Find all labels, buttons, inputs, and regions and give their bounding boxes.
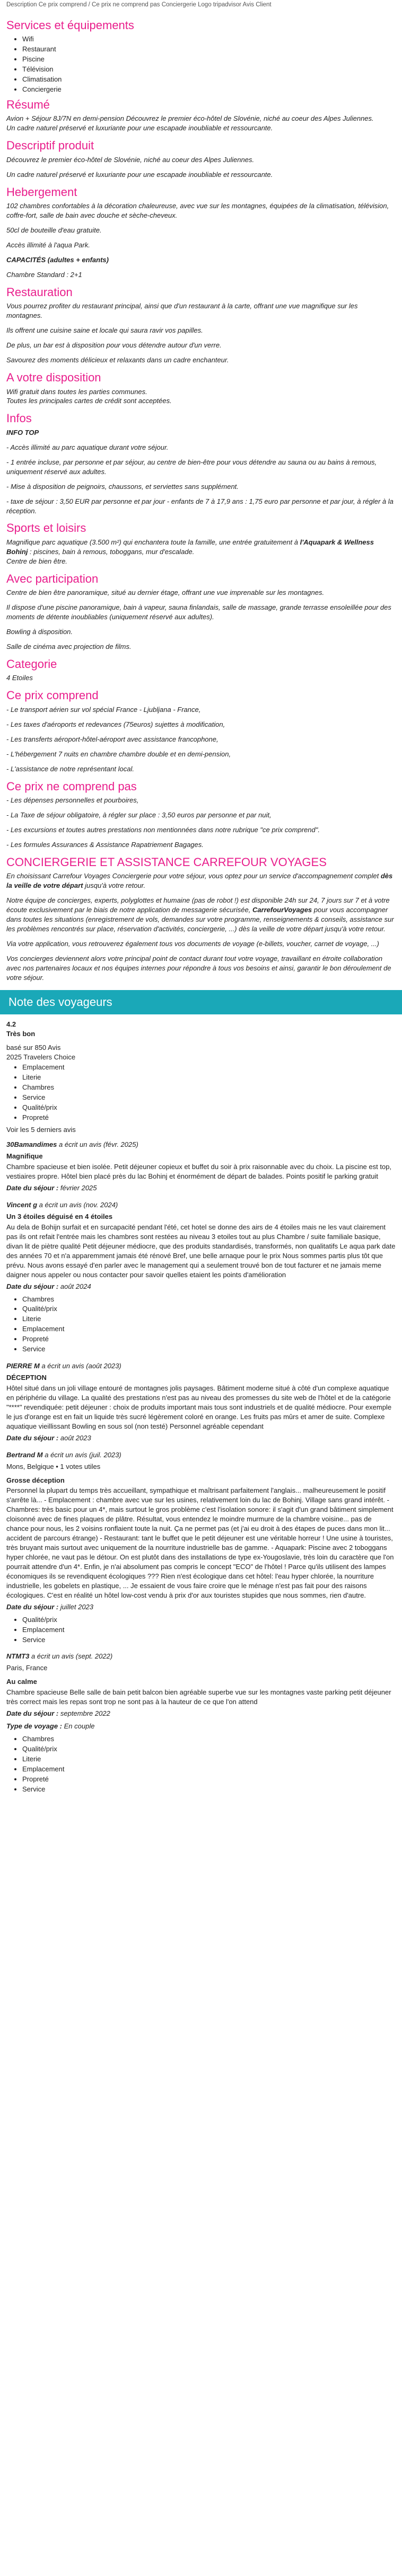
review-author: Bertrand M — [6, 1450, 43, 1459]
review-location: Mons, Belgique • 1 votes utiles — [6, 1462, 101, 1470]
review-date-label: Date du séjour : — [6, 1184, 59, 1192]
review-criteria-item: • Propreté — [22, 1775, 396, 1784]
review-author: PIERRE M — [6, 1362, 40, 1370]
review-date — [6, 1282, 396, 1291]
sports-p1-b: l'Aquapark & Wellness Bohinj — [6, 538, 374, 556]
chambre-capacity: Chambre Standard : 2+1 — [6, 270, 82, 279]
categorie-title: Categorie — [6, 657, 57, 671]
review-body: Personnel la plupart du temps très accueillant, sympathique et maîtrisant parfaitement l'anglais... malheureusement le positif s'arrête là... - Emplacement : chambre avec vue sur les usines, relativement loin du lac de Bohinj. Village sans grand intérêt. - Chambres: très basic pour un 4*, mais surtout le gros problème c'est l'isolation sonore: il s'agit d'un grand bâtiment simplement cloisonné avec de fines plaques de plâtre. Résultat, vous entendez le moindre murmure de la chambre voisine... pas de chance pour nous, les 2 voisins ronflaient toute la nuit. Ça ne permet pas (et j'ai eu droit à des étapes de puces dans mon lit... accident de parcours étrange) - Restaurant: tant le buffet que le petit déjeuner est une véritable horreur ! Une usine à touristes, très bruyant mais surtout avec uniquement de la nourriture industrielle bas de gamme. - Aquapark: Piscine avec 2 toboggans hyper chlorée, ne vaut pas le détour. On est plutôt dans des installations de type ex-Yougoslavie, très loin du caractère que l'on pourrait attendre d'un 4*. Enfin, je n'ai absolument pas compris le concept "ECO" de l'hôtel ! Parce qu'ils utilisent des lampes économiques ils se revendiquent écologiques ??? Rien n'est écologique dans cet hôtel: l'eau hyper chlorée, la nourriture industrielle, les gobelets en plastique, ... Je essaient de vous faire croire que le ménage n'est pas fait pour des raisons écologiques. C'est en réalité un hôtel low-cost vendu à prix d'or aux touristes stupides que nous sommes, rien d'autre. — [6, 1486, 394, 1599]
review-title: Un 3 étoiles déguisé en 4 étoiles — [6, 1213, 113, 1221]
review-criteria-item: • Literie — [22, 1754, 396, 1764]
hebergement-text-2: 50cl de bouteille d'eau gratuite. — [6, 226, 102, 235]
conciergerie-p1 — [6, 871, 396, 890]
review-date-label: Date du séjour : — [6, 1602, 59, 1611]
review-author-suffix: a écrit un avis (juil. 2023) — [42, 1450, 121, 1459]
criteria-item: • Service — [22, 1093, 396, 1102]
rating-score: 4.2 — [6, 1020, 16, 1029]
review-title: Grosse déception — [6, 1476, 65, 1484]
conciergerie-p1-c: jusqu'à votre retour. — [83, 881, 146, 890]
review-author: NTMT3 — [6, 1652, 30, 1661]
review-card — [6, 1361, 396, 1443]
review-title: Magnifique — [6, 1152, 43, 1161]
conciergerie-title: CONCIERGERIE ET ASSISTANCE CARREFOUR VOYAGES — [6, 855, 327, 869]
review-criteria-item: • Service — [22, 1785, 396, 1794]
review-card — [6, 1200, 396, 1354]
review-author: Vincent g — [6, 1201, 38, 1209]
restauration-p2: Ils offrent une cuisine saine et locale qui saura ravir vos papilles. — [6, 326, 203, 335]
breadcrumb: Description Ce prix comprend / Ce prix ne comprend pas Conciergerie Logo tripadvisor Avis Client — [6, 2, 272, 8]
review-trip-type — [6, 1722, 396, 1731]
conciergerie-p1-b: dès la veille de votre départ — [6, 872, 393, 890]
infos-p4: - taxe de séjour : 3,50 EUR par personne et par jour - enfants de 7 à 17,9 ans : 1,75 euro par personne et par jour, à régler à la réception. — [6, 497, 394, 515]
review-date-value: juillet 2023 — [58, 1602, 94, 1611]
noncomprend-item: - Les excursions et toutes autres prestations non mentionnées dans notre rubrique "ce prix comprend". — [6, 825, 320, 834]
review-location: Paris, France — [6, 1664, 48, 1672]
info-top-label: INFO TOP — [6, 428, 39, 436]
comprend-item: - L'hébergement 7 nuits en chambre chambre double et en demi-pension, — [6, 750, 231, 758]
review-criteria — [6, 1295, 396, 1354]
sports-p2: Centre de bien être. — [6, 557, 67, 565]
hebergement-text: 102 chambres confortables à la décoration chaleureuse, avec vue sur les montagnes, équipées de la climatisation, télévision, coffre-fort, salle de bain avec douche et sèche-cheveux. — [6, 202, 389, 220]
review-date-value: septembre 2022 — [58, 1709, 110, 1718]
criteria-item: • Chambres — [22, 1083, 396, 1092]
review-card — [6, 1450, 396, 1645]
review-criteria-item: • Literie — [22, 1314, 396, 1324]
review-author: 30Bamandimes — [6, 1140, 57, 1149]
service-item: • Wifi — [22, 34, 396, 44]
capacites-label: CAPACITÉS (adultes + enfants) — [6, 255, 109, 264]
rating-label: Très bon — [6, 1030, 36, 1038]
review-date-value: août 2024 — [58, 1282, 91, 1290]
descriptif-text: Découvrez le premier éco-hôtel de Slovénie, niché au coeur des Alpes Juliennes. — [6, 155, 255, 164]
criteria-item: • Qualité/prix — [22, 1103, 396, 1112]
review-title: Au calme — [6, 1678, 37, 1686]
conciergerie-p2-c: pour vous accompagner dans toutes les situations (enregistrement de vols, demandes sur votre programme, renseignements & conseils, assistance sur les problèmes rencontrés sur place, réservation d'activités, conciergerie, ...) dès la veille de votre départ jusqu'à votre retour. — [6, 906, 394, 933]
criteria-item: • Propreté — [22, 1113, 396, 1122]
review-criteria-item: • Service — [22, 1635, 396, 1645]
noncomprend-item: - Les dépenses personnelles et pourboires, — [6, 796, 139, 805]
review-date — [6, 1709, 396, 1718]
participation-p1: Centre de bien être panoramique, situé au dernier étage, offrant une vue imprenable sur les montagnes. — [6, 589, 325, 597]
conciergerie-p3: Via votre application, vous retrouverez également tous vos documents de voyage (e-billets, voucher, carnet de voyage, ...) — [6, 939, 379, 948]
service-item: • Restaurant — [22, 44, 396, 54]
conciergerie-p4: Vos concierges deviennent alors votre principal point de contact durant tout votre voyage, travaillant en étroite collaboration avec nos partenaires locaux et nos équipes internes pour répondre à tous vos besoins et ainsi, garantir le bon déroulement de votre séjour. — [6, 954, 391, 982]
review-criteria-item: • Chambres — [22, 1295, 396, 1304]
conciergerie-p2 — [6, 896, 396, 934]
review-author-line — [6, 1361, 396, 1371]
review-trip-value: En couple — [62, 1722, 95, 1731]
participation-title: Avec participation — [6, 572, 99, 585]
infos-p3: - Mise à disposition de peignoirs, chaussons, et serviettes sans supplément. — [6, 482, 239, 491]
review-criteria-item: • Emplacement — [22, 1324, 396, 1334]
service-item: • Conciergerie — [22, 85, 396, 94]
restauration-p1: Vous pourrez profiter du restaurant principal, ainsi que d'un restaurant à la carte, offrant une vue magnifique sur les montagnes. — [6, 302, 358, 320]
criteria-item: • Literie — [22, 1073, 396, 1082]
noncomprend-item: - Les formules Assurances & Assistance Rapatriement Bagages. — [6, 840, 204, 849]
review-author-line — [6, 1450, 396, 1460]
criteria-item: • Emplacement — [22, 1063, 396, 1072]
comprend-item: - Les transferts aéroport-hôtel-aéroport avec assistance francophone, — [6, 735, 219, 743]
review-date-label: Date du séjour : — [6, 1433, 59, 1442]
review-author-suffix: a écrit un avis (nov. 2024) — [37, 1201, 118, 1209]
service-item: • Climatisation — [22, 75, 396, 84]
review-title: DÉCEPTION — [6, 1374, 47, 1382]
review-body: Hôtel situé dans un joli village entouré de montagnes jolis paysages. Bâtiment moderne situé à côté d'un complexe aquatique en périphérie du village. La qualité des prestations n'est pas au niveau des promesses du site web de l'hôtel et de la catégorie "****" revendiquée: petit déjeuner : choix de produits important mais tous sont industriels et de qualité médiocre. Pour exemple le jus d'orange est en fait un liquide très sucré légèrement coloré en orange. Les fruits pas mûrs et amer de suite. Complexe aquatique vieillissant Bowling en sous sol (non testé) Personnel agréable cependant — [6, 1384, 392, 1430]
review-criteria — [6, 1734, 396, 1794]
comprend-item: - L'assistance de notre représentant local. — [6, 764, 134, 773]
reviews-banner: Note des voyageurs — [0, 990, 402, 1014]
review-card — [6, 1140, 396, 1193]
hebergement-text-3: Accès illimité à l'aqua Park. — [6, 241, 90, 249]
rating-award: 2025 Travelers Choice — [6, 1053, 76, 1061]
participation-p4: Salle de cinéma avec projection de films. — [6, 643, 132, 651]
restauration-p4: Savourez des moments délicieux et relaxants dans un cadre enchanteur. — [6, 356, 229, 364]
noncomprend-item: - La Taxe de séjour obligatoire, à régler sur place : 3,50 euros par personne et par nuit, — [6, 811, 272, 819]
service-item: • Piscine — [22, 55, 396, 64]
participation-p2: Il dispose d'une piscine panoramique, bain à vapeur, sauna finlandais, salle de massage, grande terrasse ensoleillée pour des moments de détente inoubliables (uniquement réservé aux adultes). — [6, 603, 391, 621]
resume-text: Avion + Séjour 8J/7N en demi-pension Découvrez le premier éco-hôtel de Slovénie, niché au coeur des Alpes Juliennes. — [6, 114, 374, 123]
review-date-value: février 2025 — [58, 1184, 97, 1192]
descriptif-text-2: Un cadre naturel préservé et luxuriante pour une escapade inoubliable et ressourcante. — [6, 170, 273, 179]
comprend-item: - Le transport aérien sur vol spécial France - Ljubljana - France, — [6, 705, 201, 714]
review-date — [6, 1602, 396, 1612]
service-item: • Télévision — [22, 65, 396, 74]
resume-text-2: Un cadre naturel préservé et luxuriante pour une escapade inoubliable et ressourcante. — [6, 124, 273, 132]
sports-p1 — [6, 538, 396, 557]
sports-p1-c: : piscines, bain à remous, toboggans, mur d'escalade. — [28, 547, 195, 556]
review-author-suffix: a écrit un avis (août 2023) — [39, 1362, 121, 1370]
review-date-value: août 2023 — [58, 1433, 91, 1442]
review-criteria-item: • Emplacement — [22, 1764, 396, 1774]
review-author-line — [6, 1652, 396, 1661]
review-date — [6, 1183, 396, 1193]
restauration-title: Restauration — [6, 285, 73, 299]
conciergerie-p1-a: En choisissant Carrefour Voyages Conciergerie pour votre séjour, vous optez pour un service d'accompagnement complet — [6, 872, 381, 880]
review-criteria — [6, 1615, 396, 1645]
review-author-line — [6, 1140, 396, 1149]
sports-p1-a: Magnifique parc aquatique (3.500 m²) qui enchantera toute la famille, une entrée gratuitement à — [6, 538, 298, 546]
review-author-suffix: a écrit un avis (sept. 2022) — [29, 1652, 113, 1661]
descriptif-title: Descriptif produit — [6, 139, 94, 153]
review-date-label: Date du séjour : — [6, 1282, 59, 1290]
services-title: Services et équipements — [6, 18, 134, 32]
rating-based: basé sur 850 Avis — [6, 1043, 61, 1051]
review-author-suffix: a écrit un avis (févr. 2025) — [57, 1140, 138, 1149]
review-card — [6, 1652, 396, 1794]
infos-p2: - 1 entrée incluse, par personne et par séjour, au centre de bien-être pour vous détendre au sauna ou au bains à remous, uniquement réservé aux adultes. — [6, 458, 377, 476]
review-criteria-item: • Qualité/prix — [22, 1615, 396, 1625]
review-date — [6, 1433, 396, 1443]
disposition-p1: Wifi gratuit dans toutes les parties communes. — [6, 387, 147, 396]
review-criteria-item: • Qualité/prix — [22, 1744, 396, 1754]
disposition-title: A votre disposition — [6, 371, 101, 385]
resume-title: Résumé — [6, 97, 50, 111]
comprend-item: - Les taxes d'aéroports et redevances (75euros) sujettes à modification, — [6, 720, 225, 728]
hebergement-title: Hebergement — [6, 185, 77, 199]
review-body: Chambre spacieuse Belle salle de bain petit balcon bien agréable superbe vue sur les montagnes vaste parking petit déjeuner très correct mais les repas sont trop ne sont pas à la hauteur de ce que l'on attend — [6, 1688, 391, 1706]
conciergerie-p2-b: CarrefourVoyages — [252, 906, 312, 914]
review-criteria-item: • Service — [22, 1344, 396, 1354]
review-criteria-item: • Qualité/prix — [22, 1304, 396, 1314]
infos-p1: - Accès illimité au parc aquatique durant votre séjour. — [6, 443, 169, 451]
participation-p3: Bowling à disposition. — [6, 628, 73, 636]
review-criteria-item: • Emplacement — [22, 1625, 396, 1635]
review-body: Chambre spacieuse et bien isolée. Petit déjeuner copieux et buffet du soir à prix raisonnable avec du choix. La piscine est top, vestiaires propre. Hôtel bien placé près du lac Bohinj et énormément de départ de balades. Points positif le parking gratuit — [6, 1163, 392, 1181]
restauration-p3: De plus, un bar est à disposition pour vous détendre autour d'un verre. — [6, 341, 222, 350]
services-list — [6, 34, 396, 94]
review-author-line — [6, 1200, 396, 1210]
conciergerie-p2-a: Notre équipe de concierges, experts, polyglottes et humaine (pas de robot !) est disponible 24h sur 24, 7 jours sur 7 et à votre écoute exclusivement par le biais de notre application de messagerie sécurisée, — [6, 896, 390, 914]
review-date-label: Date du séjour : — [6, 1709, 59, 1718]
categorie-value: 4 Etoiles — [6, 674, 33, 682]
last-reviews-link[interactable]: Voir les 5 derniers avis — [6, 1126, 76, 1134]
rating-criteria — [6, 1063, 396, 1122]
sports-title: Sports et loisirs — [6, 521, 86, 535]
review-criteria-item: • Chambres — [22, 1734, 396, 1744]
noncomprend-title: Ce prix ne comprend pas — [6, 779, 137, 793]
review-body: Au dela de Bohijn surfait et en surcapacité pendant l'été, cet hotel se donne des airs de 4 étoiles mais ne les vaut clairement pas ils ont refait l'entrée mais les chambres sont restées au niveau 3 etoiles tout au plus Chambre / suite familiale basique, divan lit de piètre qualité Petit déjeuner médiocre, que des produits standardisés, transformés, non qualitatifs Le aqua park date des années 70 et n'a apparemment jamais été rénové Bref, une belle arnaque pour le prix Nous sommes partis plus tôt que prévu. Nous avons essayé d'en parler avec le management qui a seulement trouvé bon de tout facturer et ne jamais meme daigner nous appeler ou nous contacter pour savoir quelles etaient les points d'amélioration — [6, 1223, 396, 1279]
review-criteria-item: • Propreté — [22, 1334, 396, 1344]
infos-title: Infos — [6, 412, 32, 425]
comprend-title: Ce prix comprend — [6, 689, 99, 702]
disposition-p2: Toutes les principales cartes de crédit sont acceptées. — [6, 397, 172, 405]
review-trip-label: Type de voyage : — [6, 1722, 62, 1731]
